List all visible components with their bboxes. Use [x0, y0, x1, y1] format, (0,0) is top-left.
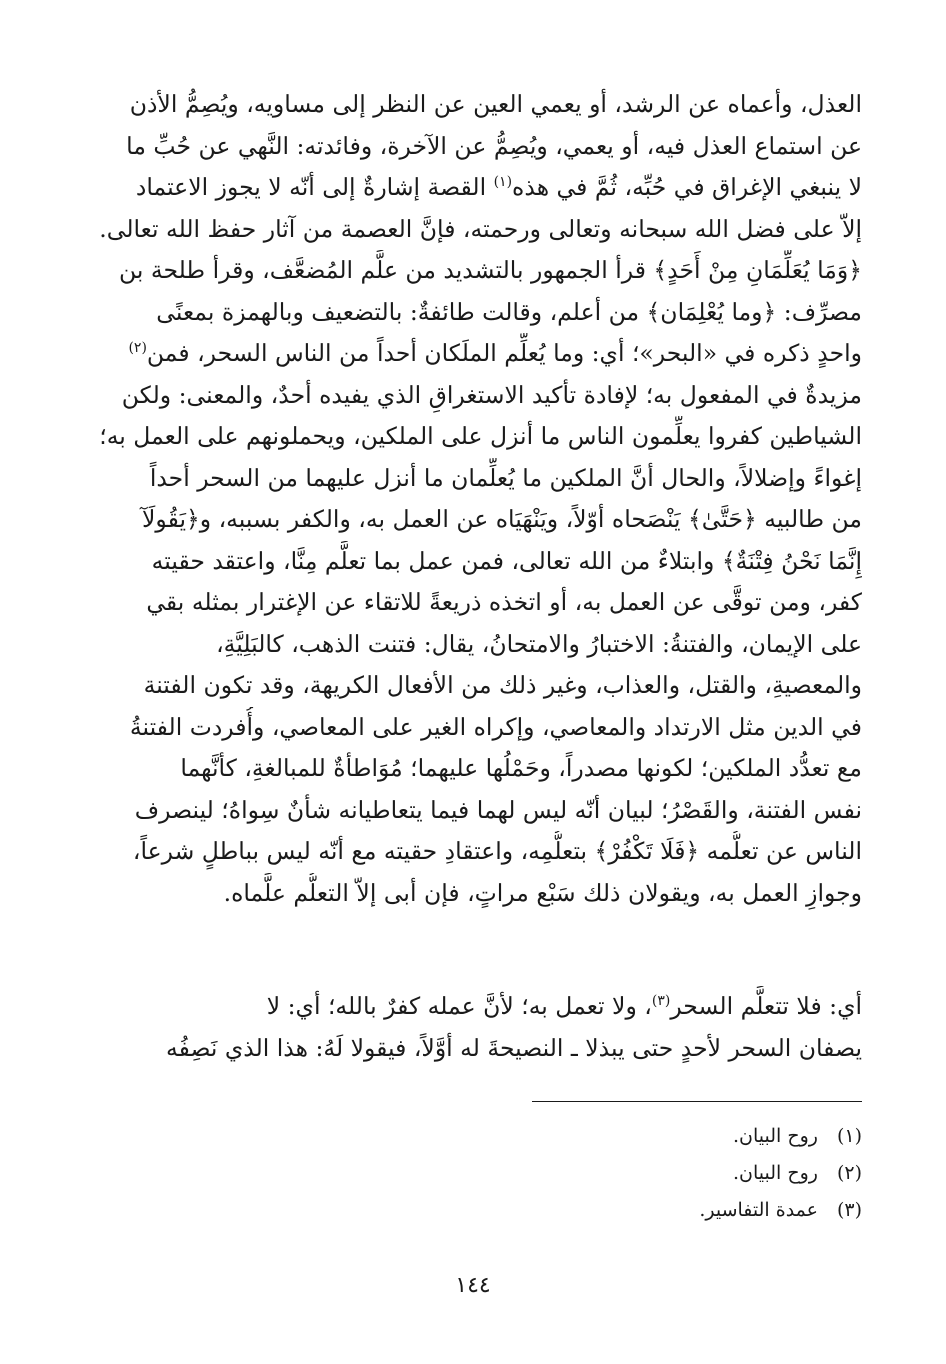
text-segment: لا ينبغي الإغراق في حُبِّه، ثُمَّ في هذه [512, 173, 862, 201]
text-line [84, 333, 862, 375]
text-line: يصفان السحر لأحدٍ حتى يبذلا ـ النصيحةَ له أوَّلاً، فيقولا لَهُ: هذا الذي نَصِفُه [165, 1033, 862, 1062]
text-line: مع تعدُّد الملكين؛ لكونها مصدراً، وحَمْلُها عليهما؛ مُوَاطأةٌ للمبالغةِ، كأنَّهما [180, 754, 862, 782]
text-line: كفر، ومن توقَّى عن العمل به، أو اتخذه ذريعةً للاتقاء عن الإغترار بمثله بقي [146, 588, 862, 616]
footnote-text: روح البيان. [733, 1162, 818, 1184]
text-segment: أي: فلا تتعلَّم السحر [670, 992, 862, 1020]
text-line: الشياطين كفروا يعلِّمون الناس ما أنزل على الملكين، ويحملونهم على العمل به؛ [99, 422, 862, 450]
footnote-number: (٢) [836, 1162, 862, 1184]
text-line: نفس الفتنة، والقَصْرُ؛ لبيان أنّه ليس لهما فيما يتعاطيانه شأنٌ سِواهُ؛ لينصرف [134, 795, 862, 824]
text-line: في الدين مثل الارتداد والمعاصي، وإكراه الغير على المعاصي، وأُفردت الفتنةُ [129, 712, 862, 741]
page-number: ١٤٤ [455, 1273, 491, 1298]
text-line: إغواءً وإضلالاً، والحال أنَّ الملكين ما يُعلِّمان ما أنزل عليهما من السحر أحداً [149, 463, 862, 492]
footnote-number: (٣) [836, 1199, 862, 1221]
text-line: وجوازِ العمل به، ويقولان ذلك سَبْع مراتٍ، فإن أبى إلاّ التعلُّم علَّماه. [223, 878, 862, 907]
text-segment: ، ولا تعمل به؛ لأنَّ عمله كفرٌ بالله؛ أي: لا [266, 992, 652, 1020]
text-line [84, 986, 862, 1028]
footnote-text: عمدة التفاسير. [699, 1199, 818, 1221]
footnote-item [442, 1192, 862, 1229]
second-paragraph [84, 986, 862, 1069]
text-line: إلاّ على فضل الله سبحانه وتعالى ورحمته، فإنَّ العصمة من آثار حفظ الله تعالى. [99, 214, 862, 243]
text-line: من طالبيه ﴿حَتَّىٰ﴾ يَنْصَحاه أوّلاً، ويَنْهَيَاه عن العمل به، والكفر بسببه، و﴿يَقُولَآ [142, 505, 862, 533]
footnote-marker: (٢) [128, 340, 147, 357]
text-line: على الإيمان، والفتنةُ: الاختبارُ والامتحانُ، يقال: فتنت الذهب، كالبَلِيَّةِ، [216, 629, 862, 658]
main-paragraph [84, 84, 862, 914]
text-line: إِنَّمَا نَحْنُ فِتْنَةٌ﴾ وابتلاءٌ من الله تعالى، فمن عمل بما تعلَّم مِنَّا، واعتقد حقيته [151, 546, 862, 575]
text-line: مصرِّف: ﴿وما يُعْلِمَان﴾ من أعلم، وقالت طائفةٌ: بالتضعيف وبالهمزة بمعنًى [156, 297, 862, 326]
text-segment: واحدٍ ذكره في «البحر»؛ أي: وما يُعلِّم الملَكان أحداً من الناس السحر، فمن [146, 339, 862, 367]
footnote-marker: (٣) [651, 993, 671, 1010]
footnote-separator [532, 1101, 862, 1102]
text-line: العذل، وأعماه عن الرشد، أو يعمي العين عن النظر إلى مساويه، ويُصِمُّ الأذن [129, 90, 862, 118]
text-line: عن استماع العذل فيه، أو يعمي، ويُصِمُّ عن الآخرة، وفائدته: النَّهي عن حُبِّ ما [126, 131, 862, 160]
text-line: مزيدةٌ في المفعول به؛ لإفادة تأكيد الاستغراقِ الذي يفيده أحدٌ، والمعنى: ولكن [121, 380, 862, 409]
text-line: ﴿وَمَا يُعَلِّمَانِ مِنْ أَحَدٍ﴾ قرأ الجمهور بالتشديد من علَّم المُضعَّف، وقرأ طلحة بن [118, 256, 862, 284]
footnote-text: روح البيان. [733, 1125, 818, 1147]
text-line: والمعصيةِ، والقتل، والعذاب، وغير ذلك من الأفعال الكريهة، وقد تكون الفتنة [143, 671, 862, 699]
footnote-number: (١) [836, 1125, 862, 1147]
footnote-item [442, 1118, 862, 1155]
footnotes-list [442, 1118, 862, 1229]
footnote-marker: (١) [493, 174, 513, 191]
text-segment: القصة إشارةٌ إلى أنّه لا يجوز الاعتماد [135, 173, 487, 201]
text-line [84, 167, 862, 209]
footnote-item [442, 1155, 862, 1192]
text-line: الناس عن تعلُّمه ﴿فَلَا تَكْفُرْ﴾ بتعلُّمِه، واعتقادِ حقيته مع أنّه ليس بباطلٍ شرعاً، [132, 837, 862, 865]
